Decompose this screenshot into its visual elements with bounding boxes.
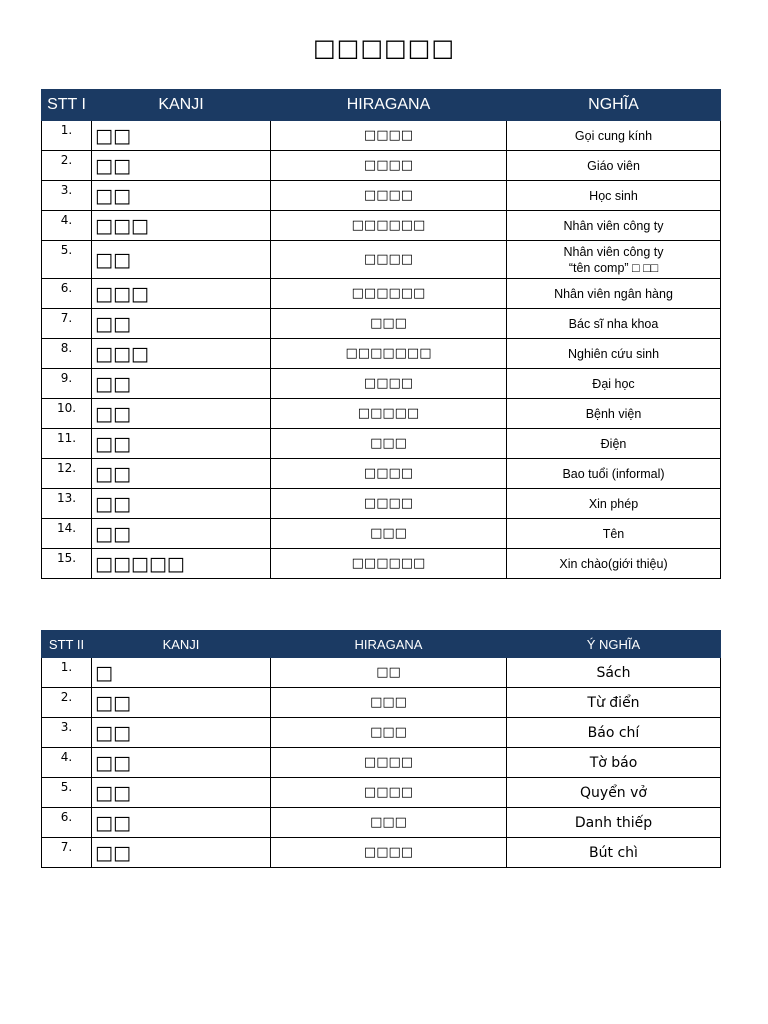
header-hiragana: HIRAGANA	[271, 90, 507, 121]
hiragana-cell: □□□	[271, 688, 507, 718]
meaning-cell	[507, 339, 721, 369]
meaning-cell	[507, 838, 721, 868]
meaning-text: Điện	[600, 436, 627, 451]
table-row	[42, 121, 721, 151]
meaning-text: Từ điển	[587, 694, 640, 711]
hiragana-cell: □□□□	[271, 459, 507, 489]
table-header-row	[42, 631, 721, 658]
row-number: 10.	[42, 399, 92, 429]
kanji-cell: □□	[92, 718, 271, 748]
meaning-text: Nhân viên công ty	[563, 244, 664, 259]
table-row	[42, 489, 721, 519]
row-number: 4.	[42, 211, 92, 241]
kanji-cell: □□	[92, 151, 271, 181]
table-row	[42, 688, 721, 718]
meaning-cell	[507, 549, 721, 579]
row-number: 6.	[42, 808, 92, 838]
row-number: 12.	[42, 459, 92, 489]
meaning-text: Tờ báo	[589, 754, 638, 771]
vocabulary-table-2	[41, 630, 721, 868]
header-meaning: Ý NGHĨA	[507, 631, 721, 658]
kanji-cell: □□	[92, 369, 271, 399]
row-number: 3.	[42, 718, 92, 748]
kanji-cell: □□	[92, 459, 271, 489]
kanji-cell: □□□□□	[92, 549, 271, 579]
table-row	[42, 369, 721, 399]
row-number: 8.	[42, 339, 92, 369]
hiragana-cell: □□□□	[271, 838, 507, 868]
hiragana-cell: □□□	[271, 429, 507, 459]
hiragana-cell: □□	[271, 658, 507, 688]
kanji-cell: □□	[92, 309, 271, 339]
row-number: 1.	[42, 121, 92, 151]
hiragana-cell: □□□□	[271, 369, 507, 399]
meaning-text: Xin phép	[588, 496, 639, 511]
table-row	[42, 339, 721, 369]
hiragana-cell: □□□	[271, 309, 507, 339]
hiragana-cell: □□□□	[271, 241, 507, 279]
table-header-row	[42, 90, 721, 121]
hiragana-cell: □□□□	[271, 151, 507, 181]
meaning-cell	[507, 151, 721, 181]
meaning-cell	[507, 211, 721, 241]
kanji-cell: □	[92, 658, 271, 688]
kanji-cell: □□□	[92, 211, 271, 241]
meaning-text: Nhân viên ngân hàng	[554, 286, 673, 301]
kanji-cell: □□□	[92, 279, 271, 309]
meaning-text: Quyển vở	[580, 784, 647, 801]
hiragana-cell: □□□□□	[271, 399, 507, 429]
table-row	[42, 808, 721, 838]
hiragana-cell: □□□□□□□	[271, 339, 507, 369]
hiragana-cell: □□□□	[271, 778, 507, 808]
meaning-text: Gọi cung kính	[574, 128, 653, 143]
table-row	[42, 279, 721, 309]
meaning-text: Học sinh	[589, 188, 638, 203]
kanji-cell: □□	[92, 808, 271, 838]
meaning-cell	[507, 369, 721, 399]
meaning-cell	[507, 429, 721, 459]
row-number: 1.	[42, 658, 92, 688]
row-number: 14.	[42, 519, 92, 549]
hiragana-cell: □□□□□□	[271, 549, 507, 579]
vocabulary-table-1	[41, 89, 721, 579]
row-number: 13.	[42, 489, 92, 519]
header-hiragana: HIRAGANA	[271, 631, 507, 658]
meaning-text: Đại học	[592, 376, 635, 391]
table-row	[42, 211, 721, 241]
hiragana-cell: □□□□□□	[271, 279, 507, 309]
table-row	[42, 181, 721, 211]
meaning-text: Nghiên cứu sinh	[567, 346, 660, 361]
meaning-cell	[507, 309, 721, 339]
hiragana-cell: □□□□	[271, 489, 507, 519]
table-row	[42, 399, 721, 429]
kanji-cell: □□	[92, 688, 271, 718]
row-number: 4.	[42, 748, 92, 778]
meaning-cell	[507, 489, 721, 519]
table-row	[42, 309, 721, 339]
meaning-text: Báo chí	[587, 724, 640, 741]
row-number: 9.	[42, 369, 92, 399]
meaning-cell	[507, 688, 721, 718]
row-number: 6.	[42, 279, 92, 309]
header-kanji: KANJI	[92, 90, 271, 121]
kanji-cell: □□	[92, 429, 271, 459]
row-number: 7.	[42, 309, 92, 339]
row-number: 15.	[42, 549, 92, 579]
row-number: 2.	[42, 688, 92, 718]
meaning-text: Bút chì	[589, 844, 638, 861]
kanji-cell: □□	[92, 181, 271, 211]
kanji-cell: □□	[92, 838, 271, 868]
hiragana-cell: □□□□	[271, 181, 507, 211]
meaning-text: Bác sĩ nha khoa	[568, 316, 659, 331]
meaning-cell	[507, 778, 721, 808]
header-kanji: KANJI	[92, 631, 271, 658]
kanji-cell: □□	[92, 121, 271, 151]
header-stt: STT II	[42, 631, 92, 658]
meaning-cell	[507, 279, 721, 309]
table-row	[42, 748, 721, 778]
hiragana-cell: □□□	[271, 808, 507, 838]
kanji-cell: □□	[92, 748, 271, 778]
meaning-text: Bệnh viện	[585, 406, 642, 421]
hiragana-cell: □□□	[271, 718, 507, 748]
hiragana-cell: □□□□	[271, 748, 507, 778]
meaning-text: Danh thiếp	[574, 814, 653, 831]
meaning-cell	[507, 181, 721, 211]
kanji-cell: □□	[92, 399, 271, 429]
meaning-cell	[507, 519, 721, 549]
table-row	[42, 718, 721, 748]
table-row	[42, 778, 721, 808]
meaning-text: Giáo viên	[587, 158, 640, 173]
kanji-cell: □□	[92, 241, 271, 279]
row-number: 3.	[42, 181, 92, 211]
table-row	[42, 658, 721, 688]
page-title: □□□□□□	[312, 34, 456, 62]
meaning-text: Bao tuổi (informal)	[562, 466, 665, 481]
row-number: 11.	[42, 429, 92, 459]
meaning-cell	[507, 399, 721, 429]
hiragana-cell: □□□	[271, 519, 507, 549]
hiragana-cell: □□□□□□	[271, 211, 507, 241]
meaning-text: Tên	[602, 526, 625, 541]
meaning-text: Xin chào(giới thiệu)	[559, 556, 668, 571]
meaning-text: Sách	[596, 664, 631, 681]
row-number: 2.	[42, 151, 92, 181]
table-row	[42, 838, 721, 868]
row-number: 5.	[42, 241, 92, 279]
table-row	[42, 459, 721, 489]
meaning-cell	[507, 718, 721, 748]
meaning-cell	[507, 121, 721, 151]
kanji-cell: □□	[92, 489, 271, 519]
meaning-cell	[507, 808, 721, 838]
meaning-cell	[507, 459, 721, 489]
meaning-cell	[507, 748, 721, 778]
table-row	[42, 241, 721, 279]
table-row	[42, 429, 721, 459]
header-meaning: NGHĨA	[507, 90, 721, 121]
meaning-text: “tên comp” □ □□	[568, 260, 659, 275]
kanji-cell: □□	[92, 778, 271, 808]
kanji-cell: □□	[92, 519, 271, 549]
table-row	[42, 549, 721, 579]
table-row	[42, 151, 721, 181]
row-number: 7.	[42, 838, 92, 868]
meaning-cell	[507, 658, 721, 688]
table-row	[42, 519, 721, 549]
hiragana-cell: □□□□	[271, 121, 507, 151]
row-number: 5.	[42, 778, 92, 808]
kanji-cell: □□□	[92, 339, 271, 369]
meaning-cell	[507, 241, 721, 279]
meaning-text: Nhân viên công ty	[563, 218, 664, 233]
header-stt: STT I	[42, 90, 92, 121]
